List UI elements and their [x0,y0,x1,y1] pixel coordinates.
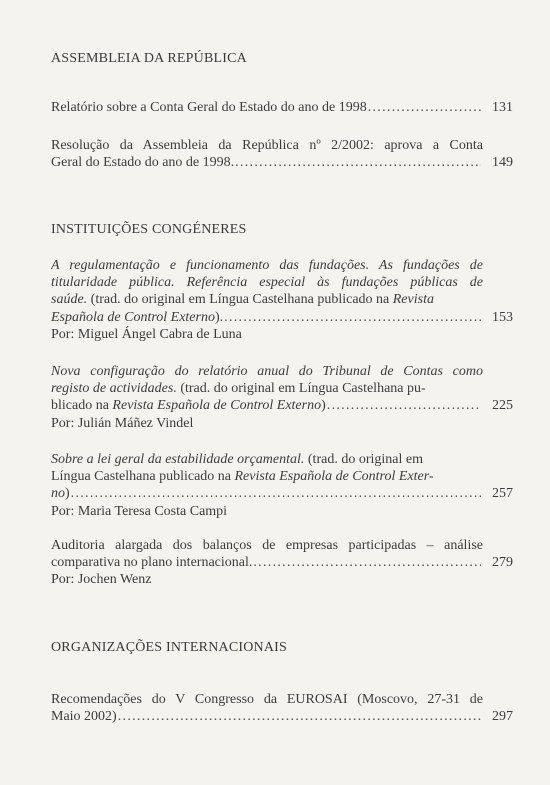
section-title-organizacoes: ORGANIZAÇÕES INTERNACIONAIS [51,640,288,655]
entry-title-line: Geral do Estado do ano de 1998. [51,155,235,171]
entry-note: (trad. do original em Língua Castelhana pu- [176,381,426,397]
dot-leader [71,485,481,502]
entry-author: Por: Maria Teresa Costa Campi [51,503,228,519]
page-number: 297 [492,709,513,725]
entry-title-line: Auditoria alargada dos balanços de empresas participadas – análise [51,538,483,553]
entry-title-line: titularidade pública. Referência especial às fundações públicas de [51,275,483,291]
entry-title-line: registo de actividades. [51,381,177,397]
entry-author: Por: Miguel Ángel Cabra de Luna [51,326,242,342]
journal-name: no [51,486,65,502]
toc-entry[interactable]: Sobre a lei geral da estabilidade orçamental. (trad. do original em Língua Castelhana publicado na Revista Española de Control Exter- no) ..... 257 Por: Maria Teresa Costa Campi [51,451,513,520]
page-number: 257 [492,486,513,502]
section-title-instituicoes: INSTITUIÇÕES CONGÉNERES [51,222,247,237]
page-number: 131 [492,100,513,115]
dot-leader [118,708,481,725]
entry-title-line: Sobre a lei geral da estabilidade orçamental. [51,452,305,467]
dot-leader [368,99,481,116]
toc-entry[interactable] [51,99,513,116]
dot-leader [327,397,481,414]
journal-name: Revista Española de Control Externo [112,398,322,414]
dot-leader [253,554,481,571]
dot-leader [235,154,481,171]
toc-entry[interactable]: Nova configuração do relatório anual do Tribunal de Contas como registo de actividades. (trad. do original em Língua Castelhana pu- blicado na Revista Española de Control Externo) ..... 225 Por: Julián Máñez Vindel [51,363,513,432]
entry-author: Por: Jochen Wenz [51,572,152,588]
journal-name: Revista Española de Control Exter- [234,469,434,485]
entry-title-line: Maio 2002) [51,709,117,725]
journal-name: Española de Control Externo [51,309,215,325]
page-number: 225 [492,398,513,414]
journal-name: Revista [392,292,434,308]
page-number: 149 [492,155,513,171]
entry-note: (trad. do original em Língua Castelhana publicado na [87,292,393,308]
entry-title-line: saúde. [51,292,88,308]
entry-title: Relatório sobre a Conta Geral do Estado do ano de 1998 [51,100,367,115]
entry-title-line: Resolução da Assembleia da República nº 2/2002: aprova a Conta [51,138,483,153]
entry-title-line: comparativa no plano internacional. [51,555,253,571]
toc-entry[interactable] [51,537,513,589]
toc-entry[interactable] [51,691,513,725]
section-title-assembleia: ASSEMBLEIA DA REPÚBLICA [51,51,247,66]
dot-leader [224,309,481,326]
entry-author: Por: Julián Máñez Vindel [51,415,194,431]
toc-entry[interactable] [51,137,513,171]
page-number: 279 [492,555,513,571]
entry-title-line: Nova configuração do relatório anual do Tribunal de Contas como [51,364,483,379]
entry-title-line: Recomendações do V Congresso da EUROSAI (Moscovo, 27-31 de [51,692,483,707]
page-number: 153 [492,309,513,325]
entry-note: (trad. do original em [304,452,423,467]
entry-title-line: A regulamentação e funcionamento das fundações. As fundações de [51,258,483,273]
toc-entry[interactable]: A regulamentação e funcionamento das fundações. As fundações de titularidade pública. Referência especial às fundações públicas de saúde. (trad. do original em Língua Castelhana publicado na Revista Española de Control Externo). ..... 153 Por: Miguel Ángel Cabra de Luna [51,257,513,343]
